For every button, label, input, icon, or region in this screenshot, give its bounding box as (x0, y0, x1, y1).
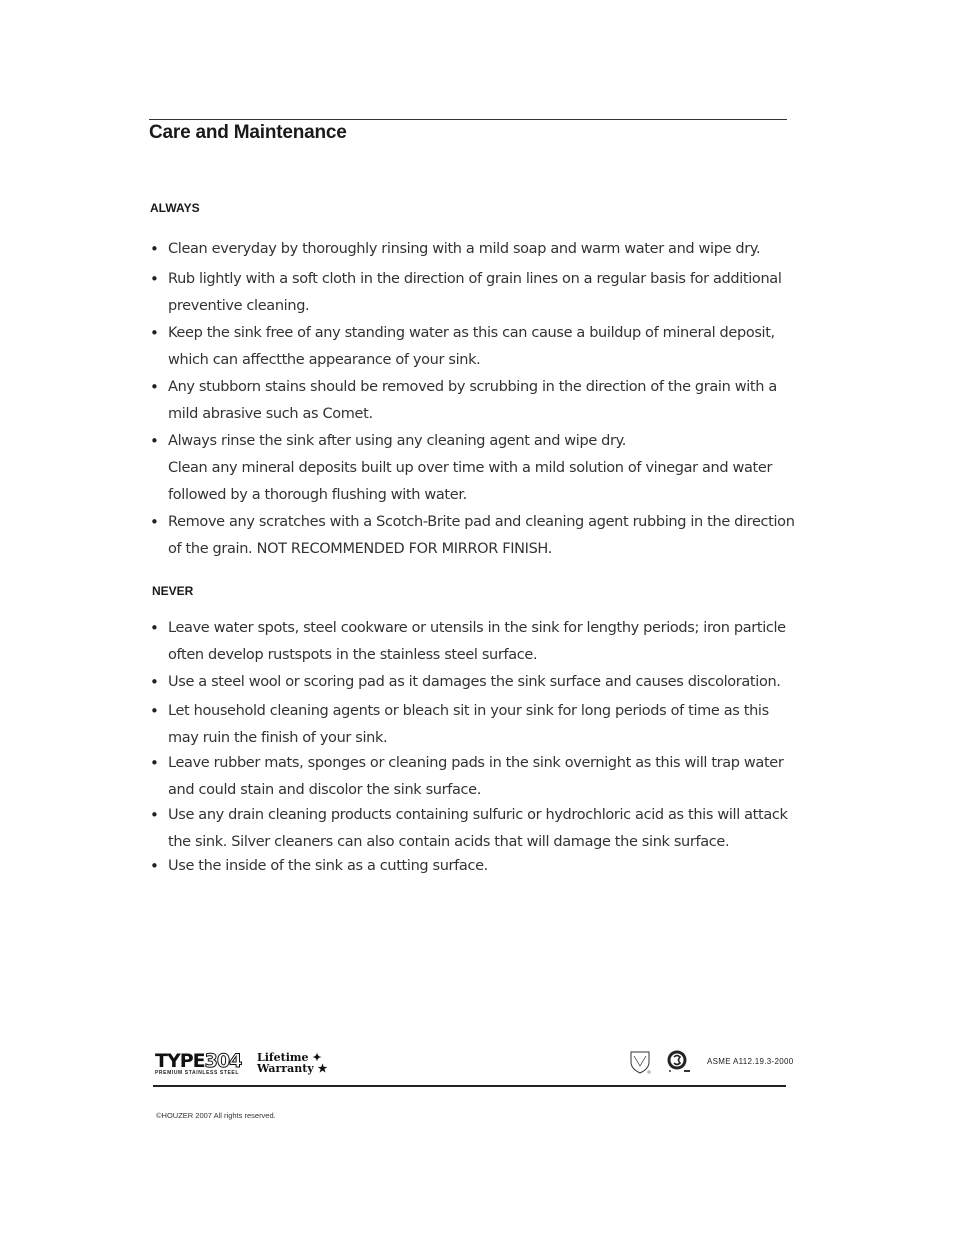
bullet: • (150, 324, 159, 342)
type304-logo: TYPE304 PREMIUM STAINLESS STEEL (155, 1050, 242, 1076)
never-item-2: • Use a steel wool or scoring pad as it damages the sink surface and causes discoloration. (150, 669, 795, 696)
bullet: • (150, 857, 159, 875)
never-item-5: • Use any drain cleaning products containing sulfuric or hydrochloric acid as this will attack the sink. Silver cleaners can also contain acids that will damage the sink surface. (150, 802, 795, 856)
bullet: • (150, 432, 159, 450)
always-item-3: • Keep the sink free of any standing water as this can cause a buildup of mineral deposit, which can affectthe appearance of your sink. (150, 320, 795, 374)
bullet: • (150, 702, 159, 720)
bullet: • (150, 673, 159, 691)
star-icon: ★ (317, 1062, 328, 1075)
upc-shield-icon (629, 1050, 651, 1074)
page-title: Care and Maintenance (149, 122, 347, 143)
never-item-4: • Leave rubber mats, sponges or cleaning pads in the sink overnight as this will trap water and could stain and discolor the sink surface. (150, 750, 795, 804)
always-item-6: Clean any mineral deposits built up over time with a mild solution of vinegar and water followed by a thorough flushing with water. (168, 460, 773, 503)
always-item-1: • Clean everyday by thoroughly rinsing with a mild soap and warm water and wipe dry. (150, 236, 795, 263)
bullet: • (150, 378, 159, 396)
always-item-7: • Remove any scratches with a Scotch-Brite pad and cleaning agent rubbing in the direction of the grain. NOT RECOMMENDED FOR MIRROR FINISH. (150, 509, 795, 563)
bottom-divider (153, 1085, 786, 1087)
bullet: • (150, 240, 159, 258)
copyright-notice: ©HOUZER 2007 All rights reserved. (156, 1111, 276, 1120)
bullet: • (150, 806, 159, 824)
star-icon: ✦ (312, 1051, 322, 1064)
standard-label: ASME A112.19.3-2000 (707, 1057, 794, 1066)
never-item-1: • Leave water spots, steel cookware or utensils in the sink for lengthy periods; iron particle often develop rustspots in the stainless steel surface. (150, 615, 795, 669)
csa-certification-icon (666, 1049, 694, 1075)
always-heading: ALWAYS (150, 201, 200, 215)
always-item-4: • Any stubborn stains should be removed by scrubbing in the direction of the grain with a mild abrasive such as Comet. (150, 374, 795, 428)
never-heading: NEVER (152, 584, 194, 598)
bullet: • (150, 754, 159, 772)
top-divider (149, 119, 787, 120)
never-item-6: • Use the inside of the sink as a cutting surface. (150, 853, 795, 880)
bullet: • (150, 513, 159, 531)
lifetime-warranty-logo: Lifetime ✦ Warranty ★ (257, 1051, 328, 1075)
bullet: • (150, 619, 159, 637)
always-item-2: • Rub lightly with a soft cloth in the direction of grain lines on a regular basis for additional preventive cleaning. (150, 266, 795, 320)
always-item-5: • Always rinse the sink after using any cleaning agent and wipe dry. (150, 428, 795, 455)
never-item-3: • Let household cleaning agents or bleach sit in your sink for long periods of time as this may ruin the finish of your sink. (150, 698, 795, 752)
bullet: • (150, 270, 159, 288)
